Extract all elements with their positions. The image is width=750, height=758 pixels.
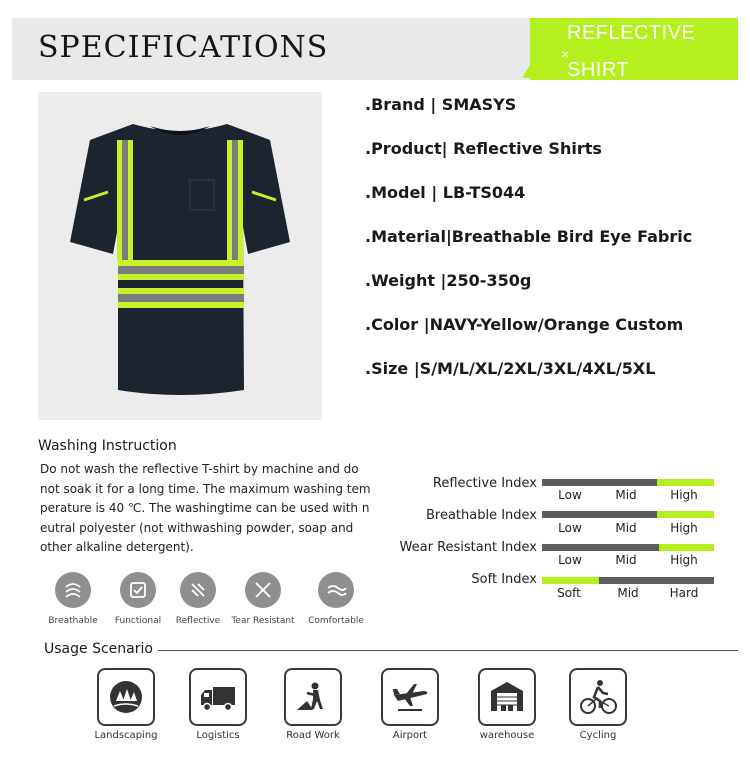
feature-label: Reflective <box>175 616 221 626</box>
road-work-icon <box>284 668 342 726</box>
washing-line: Do not wash the reflective T-shirt by machine and do <box>40 462 359 476</box>
airplane-icon <box>381 668 439 726</box>
index-tick-high: High <box>670 488 698 502</box>
spec-size: .Size |S/M/L/XL/2XL/3XL/4XL/5XL <box>365 359 656 378</box>
product-image <box>38 92 322 420</box>
index-tick-soft: Soft <box>557 586 581 600</box>
usage-label: Landscaping <box>94 730 158 741</box>
index-label-wear-resistant: Wear Resistant Index <box>399 540 537 555</box>
landscaping-icon <box>97 668 155 726</box>
index-bar-fill <box>542 577 599 584</box>
usage-label: Airport <box>392 730 428 741</box>
index-bar-wear-resistant <box>542 544 714 551</box>
feature-breathable <box>38 572 108 626</box>
index-tick-low: Low <box>558 553 582 567</box>
feature-tear-resistant <box>228 572 298 626</box>
index-tick-high: High <box>670 521 698 535</box>
spec-material: .Material|Breathable Bird Eye Fabric <box>365 227 693 246</box>
cyclist-icon <box>569 668 627 726</box>
truck-icon <box>189 668 247 726</box>
index-bar-fill <box>657 511 714 518</box>
functional-icon <box>120 572 156 608</box>
index-tick-mid: Mid <box>615 553 637 567</box>
washing-title: Washing Instruction <box>38 438 177 454</box>
spec-brand: .Brand | SMASYS <box>365 95 517 114</box>
usage-label: Cycling <box>579 730 617 741</box>
badge-line-2: SHIRT <box>567 59 630 81</box>
washing-line: perature is 40 ℃. The washingtime can be used with n <box>40 501 370 515</box>
usage-label: warehouse <box>479 730 535 741</box>
washing-line: eutral polyester (not withwashing powder, soap and <box>40 520 354 535</box>
index-bar-fill <box>657 479 714 486</box>
comfortable-icon <box>318 572 354 608</box>
feature-label: Comfortable <box>308 616 364 626</box>
spec-model: .Model | LB-TS044 <box>365 183 526 202</box>
washing-line: other alkaline detergent). <box>40 540 194 554</box>
usage-warehouse <box>462 668 552 741</box>
index-label-reflective: Reflective Index <box>432 476 537 491</box>
washing-text <box>40 460 370 558</box>
index-bar-breathable <box>542 511 714 518</box>
reflective-shirt-illustration <box>38 92 322 420</box>
index-label-soft: Soft Index <box>471 572 537 587</box>
usage-logistics <box>173 668 263 741</box>
index-tick-mid: Mid <box>615 521 637 535</box>
index-bar-fill <box>659 544 714 551</box>
feature-label: Tear Resistant <box>231 616 295 626</box>
index-label-breathable: Breathable Index <box>425 508 537 523</box>
feature-label: Breathable <box>48 616 98 626</box>
reflective-icon <box>180 572 216 608</box>
spec-weight: .Weight |250-350g <box>365 271 532 290</box>
page-title: SPECIFICATIONS <box>38 30 329 65</box>
usage-cycling <box>553 668 643 741</box>
breathable-icon <box>55 572 91 608</box>
spec-product: .Product| Reflective Shirts <box>365 139 602 158</box>
index-tick-low: Low <box>558 521 582 535</box>
index-tick-low: Low <box>558 488 582 502</box>
index-tick-high: High <box>670 553 698 567</box>
badge-separator: × <box>561 46 570 62</box>
tear-resistant-icon <box>245 572 281 608</box>
index-tick-hard: Hard <box>669 586 699 600</box>
warehouse-icon <box>478 668 536 726</box>
index-bar-soft <box>542 577 714 584</box>
index-tick-mid: Mid <box>615 488 637 502</box>
washing-line: not soak it for a long time. The maximum washing tem <box>40 481 371 496</box>
usage-landscaping <box>81 668 171 741</box>
usage-airport <box>365 668 455 741</box>
badge-line-1: REFLECTIVE <box>567 22 696 44</box>
index-tick-mid: Mid <box>617 586 639 600</box>
spec-color: .Color |NAVY-Yellow/Orange Custom <box>365 315 684 334</box>
feature-label: Functional <box>114 616 162 626</box>
usage-label: Logistics <box>196 730 240 741</box>
usage-road-work <box>268 668 358 741</box>
feature-reflective <box>163 572 233 626</box>
index-bar-reflective <box>542 479 714 486</box>
feature-comfortable <box>301 572 371 626</box>
usage-label: Road Work <box>286 730 340 741</box>
usage-title: Usage Scenario <box>44 641 157 657</box>
usage-divider <box>158 650 738 651</box>
